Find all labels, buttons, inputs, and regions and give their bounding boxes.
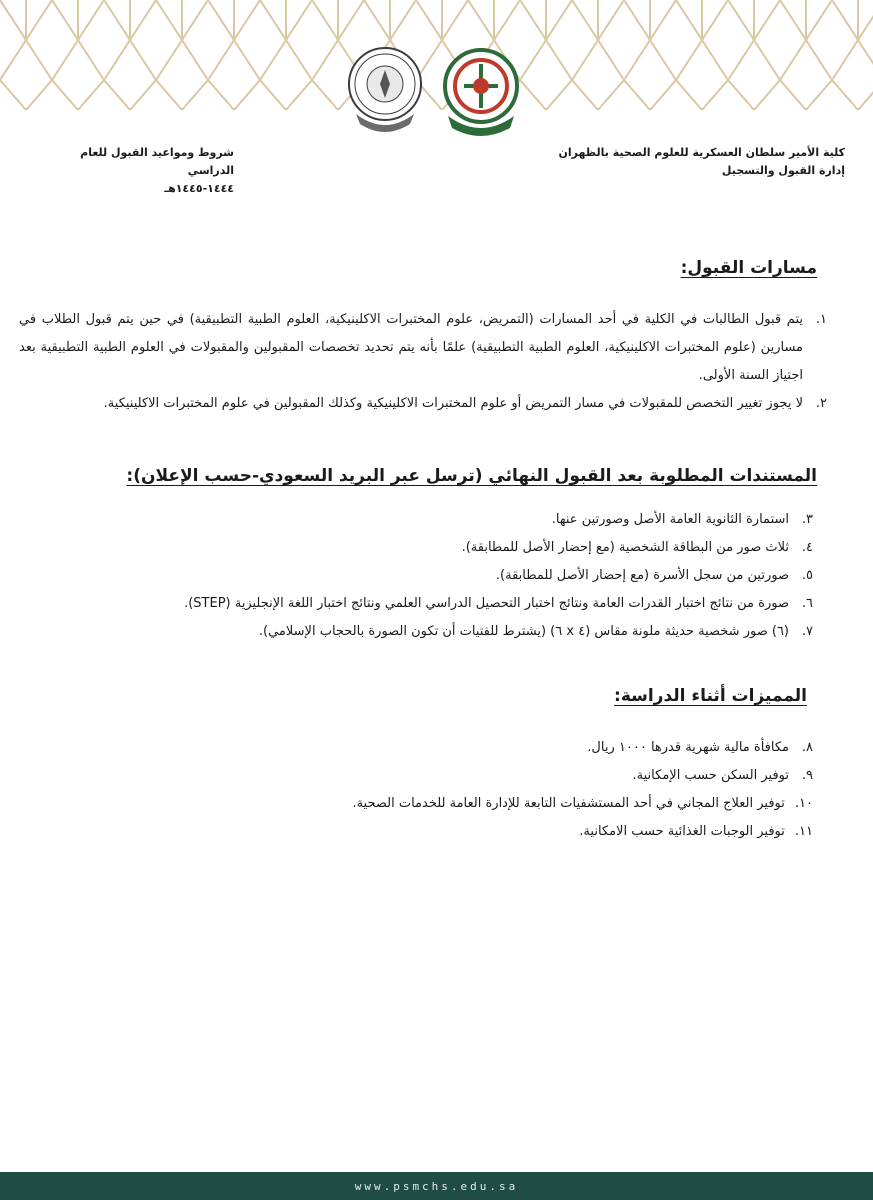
- section-title-required-documents: المستندات المطلوبة بعد القبول النهائي (ترسل عبر البريد السعودي-حسب الإعلان):: [126, 466, 817, 486]
- pattern-segment: [598, 0, 650, 110]
- item-text: (٦) صور شخصية حديثة ملونة مقاس (٤ x ٦) (يشترط للفتيات أن تكون الصورة بالحجاب الإسلامي).: [258, 624, 789, 639]
- item-text: صورة من نتائج اختبار القدرات العامة ونتائج اختبار التحصيل الدراسي العلمي ونتائج اختبار اللغة الإنجليزية (STEP).: [184, 596, 789, 611]
- pattern-segment: [754, 0, 806, 110]
- pattern-segment: [286, 0, 338, 110]
- list-item: [19, 390, 827, 418]
- list-item: [33, 790, 813, 818]
- required-documents-list: [33, 506, 813, 646]
- item-number: ٥.: [801, 568, 813, 583]
- pattern-segment: [182, 0, 234, 110]
- item-number: ٢.: [815, 396, 827, 411]
- pattern-segment: [78, 0, 130, 110]
- item-text: صورتين من سجل الأسرة (مع إحضار الأصل للمطابقة).: [495, 568, 789, 583]
- item-number: ٤.: [801, 540, 813, 555]
- pattern-segment: [26, 0, 78, 110]
- list-item: [33, 562, 813, 590]
- list-item: [33, 734, 813, 762]
- college-name: كلية الأمير سلطان العسكرية للعلوم الصحية بالظهران: [558, 146, 845, 159]
- item-text: توفير السكن حسب الإمكانية.: [632, 768, 789, 783]
- item-number: ١٠.: [794, 796, 813, 811]
- item-number: ٣.: [801, 512, 813, 527]
- pattern-segment: [0, 0, 26, 110]
- footer-bar: [0, 1172, 873, 1200]
- list-item: [33, 590, 813, 618]
- pattern-segment: [234, 0, 286, 110]
- item-number: ٩.: [801, 768, 813, 783]
- item-number: ١.: [815, 312, 827, 327]
- website-link[interactable]: www.psmchs.edu.sa: [354, 1179, 519, 1193]
- item-text: ثلاث صور من البطاقة الشخصية (مع إحضار الأصل للمطابقة).: [461, 540, 789, 555]
- pattern-segment: [650, 0, 702, 110]
- logos-group: [346, 44, 524, 140]
- study-benefits-list: [33, 734, 813, 846]
- academic-year: ١٤٤٤-١٤٤٥هـ: [164, 182, 234, 195]
- item-text: توفير الوجبات الغذائية حسب الامكانية.: [579, 824, 785, 839]
- section-title-study-benefits: المميزات أثناء الدراسة:: [614, 686, 807, 706]
- list-item: [33, 818, 813, 846]
- item-text: مكافأة مالية شهرية قدرها ١٠٠٠ ريال.: [587, 740, 789, 755]
- item-text: يتم قبول الطالبات في الكلية في أحد المسارات (التمريض، علوم المختبرات الاكلينيكية، العلوم الطبية التطبيقية) في حين يتم قبول الطلاب في مسارين (علوم المختبرات الاكلينيكية، العلوم الطبية التطبيقية) علمًا بأنه يتم تحديد تخصصات المقبولين والمقبولات في العلوم الطبية التطبيقية بعد اجتياز السنة الأولى.: [19, 312, 803, 383]
- header-document-info: [34, 144, 234, 198]
- item-text: استمارة الثانوية العامة الأصل وصورتين عنها.: [551, 512, 789, 527]
- pattern-segment: [858, 0, 873, 110]
- pattern-segment: [702, 0, 754, 110]
- list-item: [33, 618, 813, 646]
- pattern-segment: [130, 0, 182, 110]
- list-item: [19, 306, 827, 390]
- list-item: [33, 762, 813, 790]
- college-emblem-icon: [346, 44, 424, 136]
- item-number: ٧.: [801, 624, 813, 639]
- header-institution: [559, 144, 846, 180]
- item-number: ١١.: [794, 824, 813, 839]
- item-number: ٨.: [801, 740, 813, 755]
- list-item: [33, 534, 813, 562]
- item-number: ٦.: [801, 596, 813, 611]
- pattern-segment: [806, 0, 858, 110]
- section-title-admission-tracks: مسارات القبول:: [680, 258, 817, 278]
- document-title: شروط ومواعيد القبول للعام الدراسي: [80, 146, 234, 177]
- pattern-segment: [546, 0, 598, 110]
- military-medical-emblem-icon: [440, 46, 522, 138]
- department-name: إدارة القبول والتسجيل: [721, 164, 845, 177]
- list-item: [33, 506, 813, 534]
- item-text: لا يجوز تغيير التخصص للمقبولات في مسار التمريض أو علوم المختبرات الاكلينيكية وكذلك المقبولين في علوم المختبرات الاكلينيكية.: [103, 396, 803, 411]
- admission-tracks-list: [19, 306, 827, 418]
- item-text: توفير العلاج المجاني في أحد المستشفيات التابعة للإدارة العامة للخدمات الصحية.: [352, 796, 785, 811]
